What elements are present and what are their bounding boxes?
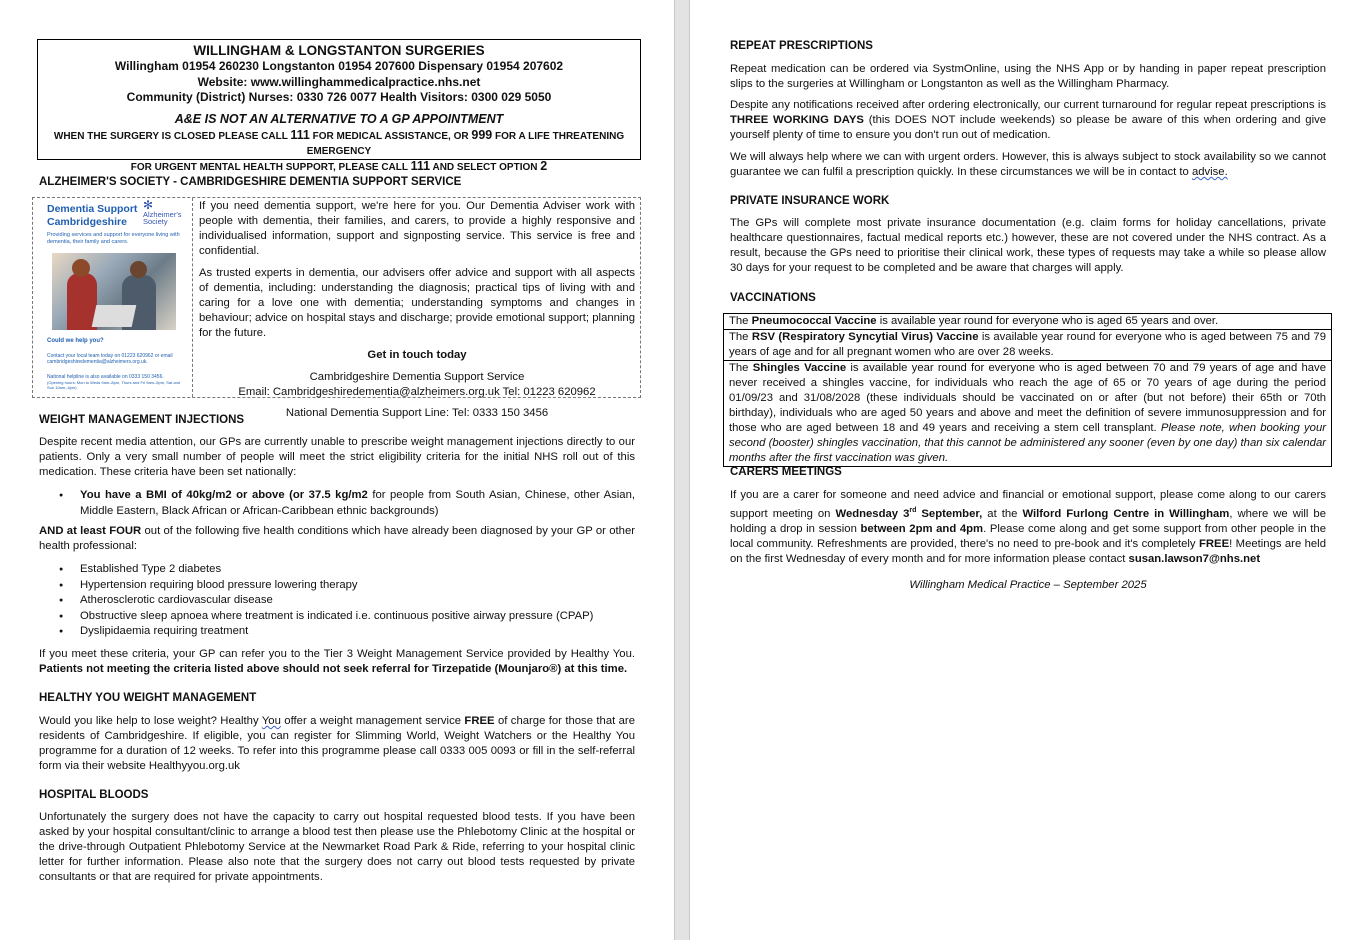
surgery-header-box (37, 39, 641, 173)
closed-notice: WHEN THE SURGERY IS CLOSED PLEASE CALL 111 FOR MEDICAL ASSISTANCE, OR 999 FOR A LIFE THREATENING EMERGENCY (53, 127, 625, 157)
bmi-criterion (39, 488, 635, 519)
pneumococcal-cell: The Pneumococcal Vaccine is available year round for everyone who is aged 65 years and over. (724, 314, 1332, 330)
vaccinations-table (723, 313, 1332, 467)
carers-heading: CARERS MEETINGS (730, 466, 842, 478)
alzheimers-box (32, 197, 641, 419)
service-name: Cambridgeshire Dementia Support Service (309, 371, 525, 383)
table-row (724, 330, 1332, 361)
page-1 (0, 0, 674, 940)
repeat-para-1: Repeat medication can be ordered via SystmOnline, using the NHS App or by handing in paper repeat prescription slips to the surgeries at Willingham or Longstanton as well as the Willingham Pharmacy. (730, 63, 1326, 90)
repeat-para-2: Despite any notifications received after ordering electronically, our current turnaround for regular repeat prescriptions is THREE WORKING DAYS (this DOES NOT include weekends) so please be aware of this when ordering and give yourself plenty of time to ensure you don't run out of medication. (730, 99, 1327, 141)
list-item: ● Established Type 2 diabetes (39, 562, 635, 578)
conditions-list (39, 562, 635, 640)
national-line: National Dementia Support Line: Tel: 0333 150 3456 (285, 407, 549, 419)
mental-health-notice: FOR URGENT MENTAL HEALTH SUPPORT, PLEASE CALL 111 AND SELECT OPTION 2 (130, 158, 548, 173)
healthy-you-para: Would you like help to lose weight? Healthy You offer a weight management service FREE of charge for those that are residents of Cambridgeshire. If eligible, you can register for Slimming World, Weight Watchers or the Healthy You programme for a duration of 12 weeks. To refer into this programme please call 0333 005 0093 or fill in the self-referral form via their website Healthyyou.org.uk (39, 715, 635, 772)
table-row (724, 314, 1332, 330)
service-email: Email: Cambridgeshiredementia@alzheimers.org.uk Tel: 01223 620962 (238, 386, 596, 398)
tier3-para: If you meet these criteria, your GP can refer you to the Tier 3 Weight Management Service provided by Healthy You. Patients not meeting the criteria listed above should not seek referral for Tirzepatide (Mounjaro®) at this time. (39, 648, 635, 675)
list-item: ● Dyslipidaemia requiring treatment (39, 624, 635, 640)
website: Website: www.willinghammedicalpractice.nhs.net (197, 74, 481, 89)
list-item: ● Obstructive sleep apnoea where treatment is indicated i.e. continuous positive airway pressure (CPAP) (39, 609, 635, 625)
flyer-contact: Contact your local team today on 01223 620962 or email cambridgeshiredementia@alzheimers.org.uk. (47, 353, 173, 365)
alzheimers-para-2: As trusted experts in dementia, our advisers offer advice and support with all aspects of dementia, including: understanding the diagnosis; practical tips of living with and caring for a love one with dementia; understanding symptoms and changes in behaviour; advice on hospital stays and discharge; provide emotional support; planning for the future. (199, 267, 635, 339)
weight-injections-para: Despite recent media attention, our GPs are currently unable to prescribe weight management injections directly to our patients. Only a very small number of people will meet the strict eligibility criteria for the initial NHS roll out of this medication. These criteria have been set nationally: (39, 436, 635, 478)
shingles-cell: The Shingles Vaccine is available year round for everyone who is aged between 70 and 79 years of age and have never received a shingles vaccine, for individuals who reach the age of 65 or 70 years of age during the period 01/09/23 and 31/08/2028 (these individuals should be vaccinated on or after (but not before) their 65th or 70th birthday), individuals who are aged 50 years and above and meet the definition of severe immunosuppression and for those who are aged between 18 and 49 years and receiving a stem cell transplant. Please note, when booking your second (booster) shingles vaccination, that this cannot be administered any sooner (even by one day) than six calendar months after the first vaccination was given. (724, 361, 1332, 467)
flyer-help: Could we help you? (47, 338, 104, 344)
healthy-you-heading: HEALTHY YOU WEIGHT MANAGEMENT (39, 692, 257, 704)
vaccinations-heading: VACCINATIONS (730, 292, 816, 304)
rsv-cell: The RSV (Respiratory Syncytial Virus) Vaccine is available year round for everyone who is aged between 75 and 79 years of age and for all pregnant women who are over 28 weeks. (724, 330, 1332, 361)
alzheimers-text (199, 199, 635, 428)
carers-para: If you are a carer for someone and need advice and financial or emotional support, please come along to our carers support meeting on Wednesday 3rd September, at the Wilford Furlong Centre in Willingham, where we will be holding a drop in session between 2pm and 4pm. Please come along and get some support from other people in the local community. Refreshments are provided, there's no need to pre-book and it's completely FREE! Meetings are held on the first Wednesday of every month and for more information please contact susan.lawson7@nhs.net (730, 489, 1326, 565)
page-gutter (674, 0, 690, 940)
weight-injections-heading: WEIGHT MANAGEMENT INJECTIONS (39, 414, 245, 426)
list-item: ● You have a BMI of 40kg/m2 or above (or 37.5 kg/m2 for people from South Asian, Chinese, other Asian, Middle Eastern, Black African or African-Caribbean ethnic backgrounds) (39, 488, 635, 519)
flyer-title: Dementia Support Cambridgeshire (47, 203, 138, 228)
list-item: ● Hypertension requiring blood pressure lowering therapy (39, 578, 635, 594)
hospital-bloods-heading: HOSPITAL BLOODS (39, 789, 149, 801)
private-para: The GPs will complete most private insurance documentation (e.g. claim forms for holiday cancellations, private healthcare questionnaires, factual medical reports etc.) however, these are not covered under the NHS contract. As a result, because the GPs need to prioritise their clinical work, these types of requests may take a while so please allow 30 days for your request to be completed and be aware that charges will apply. (730, 217, 1326, 274)
get-in-touch: Get in touch today (367, 349, 467, 361)
conditions-intro: AND at least FOUR out of the following five health conditions which have already been diagnosed by your GP or other health professional: (39, 525, 635, 552)
dementia-flyer-image (33, 198, 193, 397)
ae-warning: A&E IS NOT AN ALTERNATIVE TO A GP APPOINTMENT (174, 111, 504, 126)
alzheimers-heading: ALZHEIMER'S SOCIETY - CAMBRIDGESHIRE DEMENTIA SUPPORT SERVICE (39, 176, 462, 188)
alzheimers-society-logo: ✻ Alzheimer's Society (143, 198, 182, 226)
flyer-photo (52, 253, 176, 330)
phone-numbers: Willingham 01954 260230 Longstanton 01954 207600 Dispensary 01954 207602 (114, 59, 564, 73)
forget-me-not-icon: ✻ (143, 198, 154, 212)
repeat-heading: REPEAT PRESCRIPTIONS (730, 40, 873, 52)
flyer-subtitle: Providing services and support for everyone living with dementia, their family and carers. (47, 232, 180, 245)
repeat-para-3: We will always help where we can with urgent orders. However, this is always subject to stock availability so we cannot guarantee we can fulfil a prescription quickly. In these circumstances we will be in contact to advise. (730, 151, 1326, 178)
nurses-visitors: Community (District) Nurses: 0330 726 0077 Health Visitors: 0300 029 5050 (126, 90, 552, 104)
alzheimers-para-1: If you need dementia support, we're here for you. Our Dementia Adviser work with people with dementia, their families, and carers, to provide a highly responsive and individualised information, support and signposting service. This service is free and confidential. (199, 200, 635, 257)
footer: Willingham Medical Practice – September 2025 (909, 579, 1147, 591)
flyer-national: National helpline is also available on 0333 150 3456. (Opening hours: Mon to Weds 9am–8pm, Thurs and Fri 9am–5pm, Sat and Sun 10am–4pm) (47, 374, 181, 390)
hospital-bloods-para: Unfortunately the surgery does not have the capacity to carry out hospital requested blood tests. If you have been asked by your hospital consultant/clinic to arrange a blood test then please use the Phlebotomy Clinic at the hospital or the drive-through Outpatient Phlebotomy Service at the Newmarket Road Park & Ride, referring to your hospital clinic letter for further information. Please also note that the surgery does not carry out blood tests requested by private consultants or that are required for private appointments. (39, 811, 635, 883)
surgery-title: WILLINGHAM & LONGSTANTON SURGERIES (193, 43, 485, 58)
list-item: ● Atherosclerotic cardiovascular disease (39, 593, 635, 609)
private-heading: PRIVATE INSURANCE WORK (730, 195, 890, 207)
table-row (724, 361, 1332, 467)
